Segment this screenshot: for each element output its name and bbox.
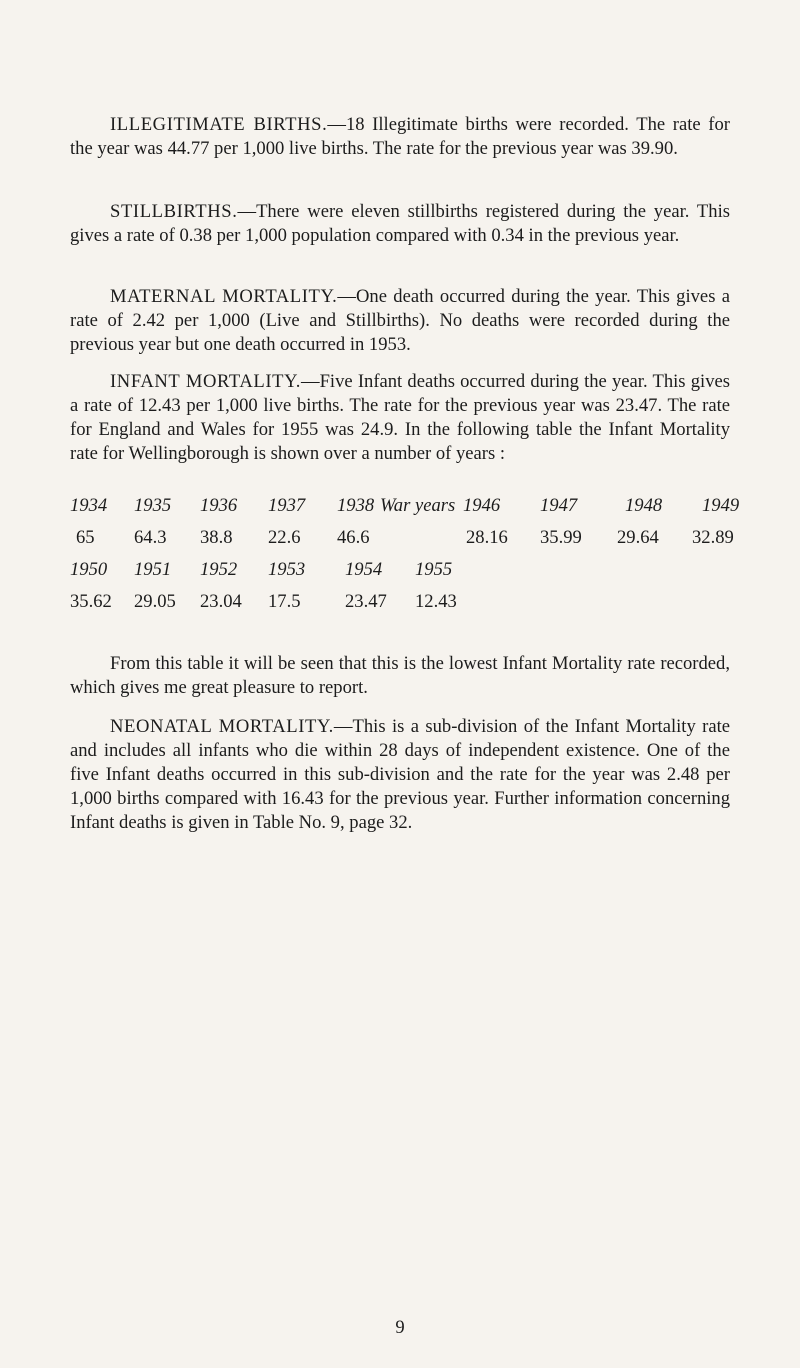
heading-neonatal-mortality: NEONATAL MORTALITY.	[110, 716, 334, 737]
year-1947: 1947	[540, 495, 578, 516]
year-1952: 1952	[200, 559, 238, 580]
rate-1934: 65	[76, 527, 95, 548]
rate-1948: 29.64	[617, 527, 659, 548]
text-maternal-mortality: —One death occurred during the year. This gives a rate of 2.42 per 1,000 (Live and Stillbirths). No deaths were recorded during the previous year but one death occurred in 1953.	[70, 286, 731, 355]
heading-stillbirths: STILLBIRTHS.	[110, 201, 238, 222]
table-row-rates-1950-1955	[70, 590, 740, 622]
paragraph-neonatal-mortality	[70, 715, 730, 835]
year-1950: 1950	[70, 559, 108, 580]
paragraph-lowest-rate-conclusion	[70, 652, 730, 700]
year-1946: 1946	[463, 495, 501, 516]
year-1948: 1948	[625, 495, 663, 516]
rate-1955: 12.43	[415, 591, 457, 612]
year-1938: 1938	[337, 495, 375, 516]
text-stillbirths: —There were eleven stillbirths registered during the year. This gives a rate of 0.38 per 1,000 population compared with 0.34 in the previous year.	[70, 201, 730, 246]
year-1936: 1936	[200, 495, 238, 516]
rate-1951: 29.05	[134, 591, 176, 612]
year-1953: 1953	[268, 559, 306, 580]
text-lowest-rate-conclusion: From this table it will be seen that this is the lowest Infant Mortality rate recorded, which gives me great pleasure to report.	[70, 653, 730, 698]
year-1949: 1949	[702, 495, 740, 516]
infant-mortality-rate-table	[70, 494, 740, 622]
page-number: 9	[395, 1317, 405, 1338]
rate-1938: 46.6	[337, 527, 370, 548]
text-infant-mortality: —Five Infant deaths occurred during the year. This gives a rate of 12.43 per 1,000 live births. The rate for the previous year was 23.47. The rate for England and Wales for 1955 was 24.9. In the following table the Infant Mortality rate for Wellingborough is shown over a number of years :	[70, 371, 730, 464]
year-1934: 1934	[70, 495, 108, 516]
rate-1953: 17.5	[268, 591, 301, 612]
heading-maternal-mortality: MATERNAL MORTALITY.	[110, 286, 338, 307]
rate-1952: 23.04	[200, 591, 242, 612]
year-1951: 1951	[134, 559, 172, 580]
table-row-years-1934-1949	[70, 494, 740, 526]
paragraph-maternal-mortality	[70, 285, 730, 357]
paragraph-illegitimate-births	[70, 113, 730, 161]
table-row-rates-1934-1949	[70, 526, 740, 558]
year-1954: 1954	[345, 559, 383, 580]
year-1935: 1935	[134, 495, 172, 516]
year-1955: 1955	[415, 559, 453, 580]
text-illegitimate-births: —18 Illegitimate births were recorded. The rate for the year was 44.77 per 1,000 live births. The rate for the previous year was 39.90.	[70, 114, 730, 159]
rate-1949: 32.89	[692, 527, 734, 548]
year-1937: 1937	[268, 495, 306, 516]
table-row-years-1950-1955	[70, 558, 740, 590]
war-years-label: War years	[380, 495, 456, 516]
rate-1950: 35.62	[70, 591, 112, 612]
rate-1936: 38.8	[200, 527, 233, 548]
heading-infant-mortality: INFANT MORTALITY.	[110, 371, 301, 392]
paragraph-infant-mortality	[70, 370, 730, 466]
rate-1954: 23.47	[345, 591, 387, 612]
rate-1937: 22.6	[268, 527, 301, 548]
text-neonatal-mortality: —This is a sub-division of the Infant Mortality rate and includes all infants who die within 28 days of independent existence. One of the five Infant deaths occurred in this sub-division and the rate for the year was 2.48 per 1,000 births compared with 16.43 for the previous year. Further information concerning Infant deaths is given in Table No. 9, page 32.	[70, 716, 730, 833]
heading-illegitimate-births: ILLEGITIMATE BIRTHS.	[110, 114, 328, 135]
rate-1946: 28.16	[466, 527, 508, 548]
rate-1947: 35.99	[540, 527, 582, 548]
rate-1935: 64.3	[134, 527, 167, 548]
paragraph-stillbirths	[70, 200, 730, 248]
